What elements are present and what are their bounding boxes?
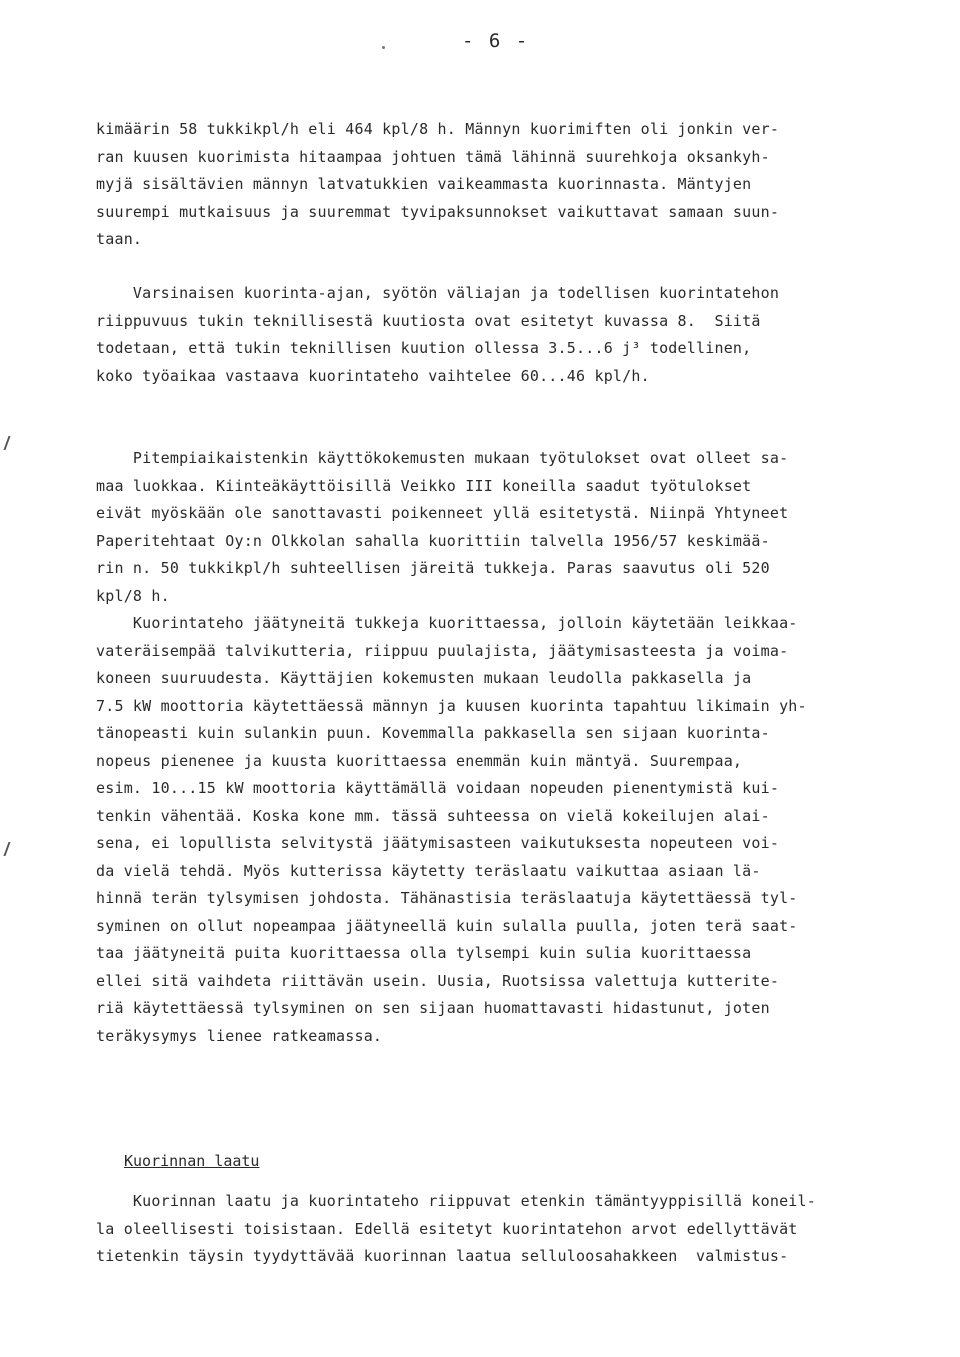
text-line: Pitempiaikaistenkin käyttökokemusten mukaan työtulokset ovat olleet sa- (96, 449, 789, 467)
text-line: rin n. 50 tukkikpl/h suhteellisen järeitä tukkeja. Paras saavutus oli 520 (96, 559, 770, 577)
text-line: myjä sisältävien männyn latvatukkien vaikeammasta kuorinnasta. Mäntyjen (96, 175, 752, 193)
text-line: koko työaikaa vastaava kuorintateho vaihtelee 60...46 kpl/h. (96, 366, 650, 385)
text-line: tenkin vähentää. Koska kone mm. tässä suhteessa on vielä kokeilujen alai- (96, 806, 770, 825)
text-line: kimäärin 58 tukkikpl/h eli 464 kpl/8 h. Männyn kuorimiften oli jonkin ver- (96, 120, 780, 138)
text-line: syminen on ollut nopeampaa jäätyneellä kuin sulalla puulla, joten terä saat- (96, 916, 798, 935)
text-line: Paperitehtaat Oy:n Olkkolan sahalla kuorittiin talvella 1956/57 keskimää- (96, 531, 770, 550)
text-line: taan. (96, 230, 143, 248)
paragraph-3 (96, 445, 896, 610)
text-line: eivät myöskään ole sanottavasti poikenneet yllä esitetystä. Niinpä Yhtyneet (96, 504, 789, 522)
margin-punch-mark (3, 842, 16, 856)
text-line: todetaan, että tukin teknillisen kuution ollessa 3.5...6 j³ todellinen, (96, 339, 752, 357)
text-line: taa jäätyneitä puita kuorittaessa olla tylsempi kuin sulia kuorittaessa (96, 944, 752, 962)
text-line: kpl/8 h. (96, 586, 170, 605)
text-line: maa luokkaa. Kiinteäkäyttöisillä Veikko III koneilla saadut työtulokset (96, 476, 752, 495)
paragraph-4 (96, 610, 896, 1050)
stray-dot-mark (382, 46, 385, 49)
page-number: - 6 - (462, 30, 530, 52)
text-line: Varsinaisen kuorinta-ajan, syötön väliajan ja todellisen kuorintatehon (96, 284, 780, 302)
text-line: tietenkin täysin tyydyttävää kuorinnan laatua selluloosahakkeen valmistus- (96, 1247, 789, 1265)
text-line: la oleellisesti toisistaan. Edellä esitetyt kuorintatehon arvot edellyttävät (96, 1219, 798, 1238)
section-heading: Kuorinnan laatu (124, 1152, 260, 1170)
text-line: teräkysymys lienee ratkeamassa. (96, 1026, 383, 1045)
paragraph-2 (96, 280, 896, 390)
text-line: Kuorintateho jäätyneitä tukkeja kuorittaessa, jolloin käytetään leikkaa- (96, 614, 798, 632)
text-line: ellei sitä vaihdeta riittävän usein. Uusia, Ruotsissa valettuja kutterite- (96, 971, 780, 990)
text-line: sena, ei lopullista selvitystä jäätymisasteen vaikutuksesta nopeuteen voi- (96, 834, 780, 852)
margin-punch-mark (3, 436, 16, 450)
paragraph-1 (96, 116, 896, 254)
text-line: esim. 10...15 kW moottoria käyttämällä voidaan nopeuden pienentymistä kui- (96, 779, 780, 797)
text-line: nopeus pienenee ja kuusta kuorittaessa enemmän kuin mäntyä. Suurempaa, (96, 751, 743, 770)
text-line: Kuorinnan laatu ja kuorintateho riippuvat etenkin tämäntyyppisillä koneil- (96, 1192, 816, 1210)
paragraph-5 (96, 1188, 896, 1271)
text-line: hinnä terän tylsymisen johdosta. Tähänastisia teräslaatuja käytettäessä tyl- (96, 889, 798, 907)
text-line: riä käytettäessä tylsyminen on sen sijaan huomattavasti hidastunut, joten (96, 999, 770, 1017)
text-line: ran kuusen kuorimista hitaampaa johtuen tämä lähinnä suurehkoja oksankyh- (96, 147, 770, 166)
text-line: da vielä tehdä. Myös kutterissa käytetty teräslaatu vaikuttaa asiaan lä- (96, 861, 761, 880)
text-line: vateräisempää talvikutteria, riippuu puulajista, jäätymisasteesta ja voima- (96, 641, 789, 660)
text-line: 7.5 kW moottoria käytettäessä männyn ja kuusen kuorinta tapahtuu likimain yh- (96, 696, 807, 715)
text-line: suurempi mutkaisuus ja suuremmat tyvipaksunnokset vaikuttavat samaan suun- (96, 202, 780, 221)
text-line: riippuvuus tukin teknillisestä kuutiosta ovat esitetyt kuvassa 8. Siitä (96, 311, 761, 330)
text-line: tänopeasti kuin sulankin puun. Kovemmalla pakkasella sen sijaan kuorinta- (96, 724, 770, 742)
text-line: koneen suuruudesta. Käyttäjien kokemusten mukaan leudolla pakkasella ja (96, 669, 752, 687)
